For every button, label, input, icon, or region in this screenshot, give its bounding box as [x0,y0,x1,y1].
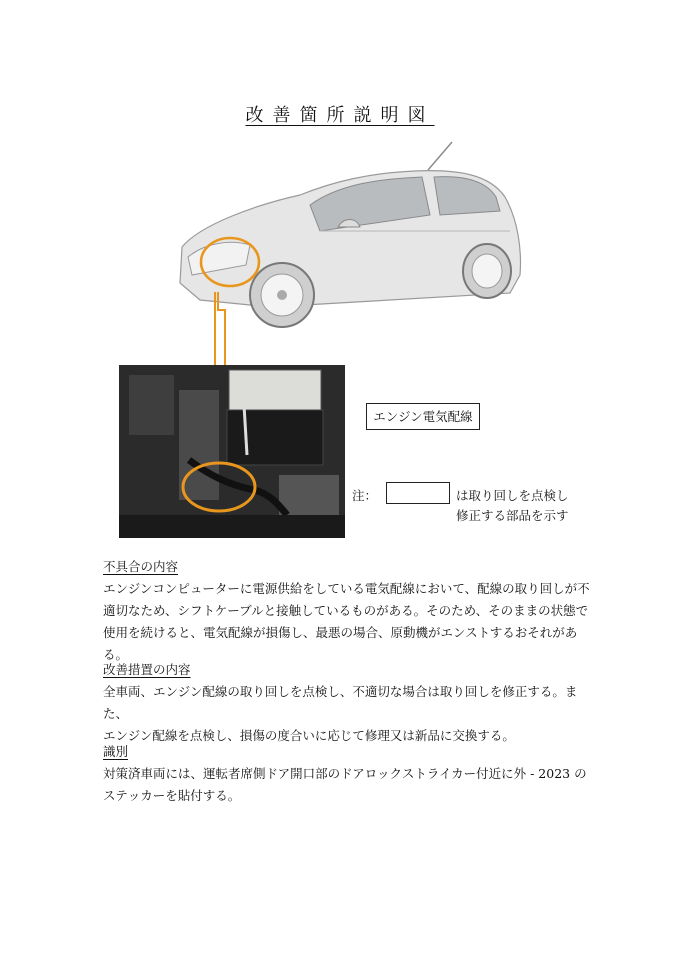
section-heading: 改善措置の内容 [103,662,191,677]
section-body: 全車両、エンジン配線の取り回しを点検し、不適切な場合は取り回しを修正する。また、 エンジン配線を点検し、損傷の度合いに応じて修理又は新品に交換する。 [103,684,578,743]
engine-wiring-label: エンジン電気配線 [366,403,480,430]
engine-bay-photo [119,365,345,538]
section-identification [103,741,593,807]
page-title: 改善箇所説明図 [245,105,435,126]
section-remedy [103,659,593,747]
section-body: 対策済車両には、運転者席側ドア開口部のドアロックストライカー付近に外 - 2023 の ステッカーを貼付する。 [103,766,587,803]
note-prefix: 注： [352,488,378,503]
section-defect [103,556,593,666]
section-body: エンジンコンピューターに電源供給をしている電気配線において、配線の取り回しが不 適切なため、シフトケーブルと接触しているものがある。そのため、そのままの状態で 使用を続けると、電気配線が損傷し、最悪の場合、原動機がエンストするおそれがある。 [103,581,590,662]
section-heading: 識別 [103,744,129,759]
note-text: は取り回しを点検し 修正する部品を示す [456,488,569,523]
section-heading: 不具合の内容 [103,559,179,574]
note-legend-box [386,482,450,504]
